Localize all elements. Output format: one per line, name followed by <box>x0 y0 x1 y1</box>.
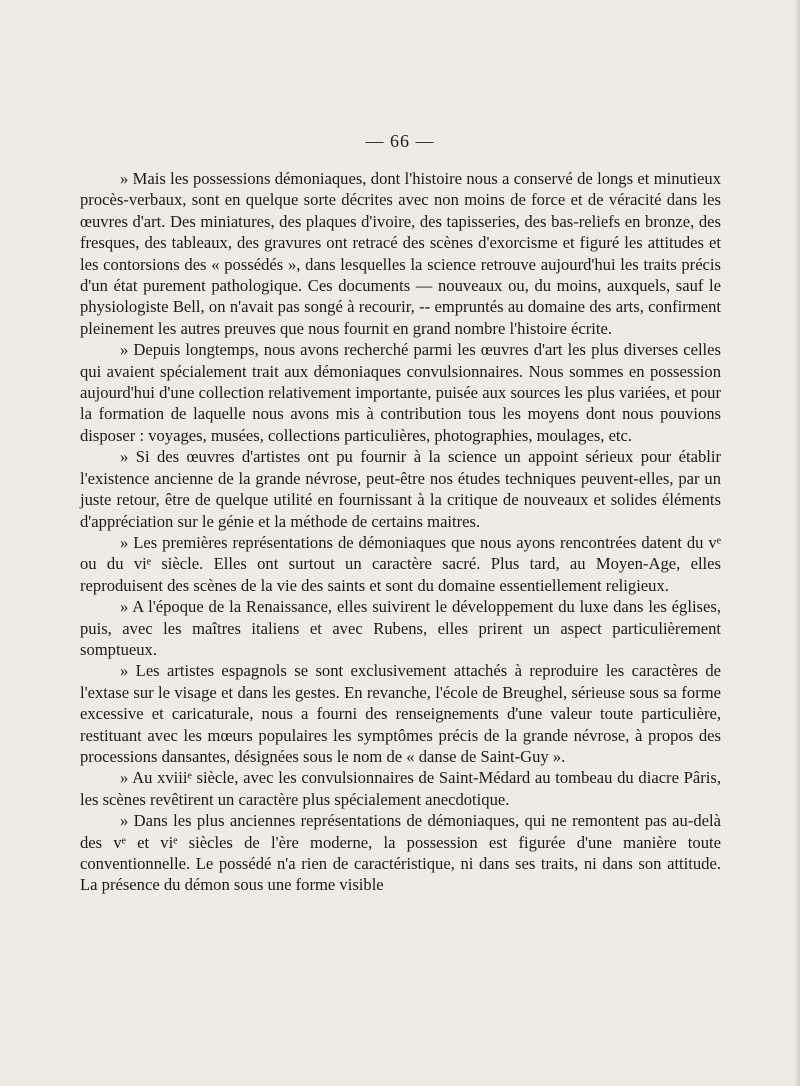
paragraph-3: » Si des œuvres d'artistes ont pu fournir à la science un appoint sérieux pour établir l'existence ancienne de la grande névrose, peut-être nos études techniques peuvent-elles, par un juste retour, être de quelque utilité en fournissant à la critique de nouveaux et solides éléments d'appréciation sur le génie et la méthode de certains maitres. <box>80 447 721 531</box>
paragraph-8: » Dans les plus anciennes représentations de démoniaques, qui ne remontent pas au-delà des vᵉ et viᵉ siècles de l'ère moderne, la possession est figurée d'une manière toute conventionnelle. Le possédé n'a rien de caractéristique, ni dans ses traits, ni dans son attitude. La présence du démon sous une forme visible <box>80 811 721 895</box>
paragraph-4: » Les premières représentations de démoniaques que nous ayons rencontrées datent du vᵉ ou du viᵉ siècle. Elles ont surtout un caractère sacré. Plus tard, au Moyen-Age, elles reproduisent des scènes de la vie des saints et sont du domaine essentiellement religieux. <box>80 532 721 595</box>
paragraph-7: » Au xviiiᵉ siècle, avec les convulsionnaires de Saint-Médard au tombeau du diacre Pâris, les scènes revêtirent un caractère plus spécialement anecdotique. <box>80 768 721 809</box>
page-number: — 66 — <box>365 131 435 151</box>
paragraph-2: » Depuis longtemps, nous avons recherché parmi les œuvres d'art les plus diverses celles qui avaient spécialement trait aux démoniaques convulsionnaires. Nous sommes en possession aujourd'hui d'une collection relativement importante, puisée aux sources les plus variées, et pour la formation de laquelle nous avons mis à contribution tous les moyens dont nous pouvions disposer : voyages, musées, collections particulières, photographies, moulages, etc. <box>80 340 721 445</box>
paragraph-5: » A l'époque de la Renaissance, elles suivirent le développement du luxe dans les églises, puis, avec les maîtres italiens et avec Rubens, elles prirent un aspect particulièrement somptueux. <box>80 597 721 659</box>
paragraph-1: » Mais les possessions démoniaques, dont l'histoire nous a conservé de longs et minutieux procès-verbaux, sont en quelque sorte décrites avec non moins de force et de véracité dans les œuvres d'art. Des miniatures, des plaques d'ivoire, des tapisseries, des bas-reliefs en bronze, des fresques, des tableaux, des gravures ont retracé des scènes d'exorcisme et figuré les attitudes et les contorsions des « possédés », dans lesquelles la science retrouve aujourd'hui les traits précis d'un état purement pathologique. Ces documents — nouveaux ou, du moins, auxquels, sauf le physiologiste Bell, on n'avait pas songé à recourir, -- empruntés au domaine des arts, confirment pleinement les autres preuves que nous fournit en grand nombre l'histoire écrite. <box>80 169 721 338</box>
page-edge-shadow <box>794 0 800 1086</box>
body-text <box>80 168 721 896</box>
paragraph-6: » Les artistes espagnols se sont exclusivement attachés à reproduire les caractères de l'extase sur le visage et dans les gestes. En revanche, l'école de Breughel, sérieuse sous sa forme excessive et caricaturale, nous a fourni des renseignements d'une valeur toute particulière, restituant avec les mœurs populaires les symptômes précis de la grande névrose, à propos des processions dansantes, désignées sous le nom de « danse de Saint-Guy ». <box>80 661 721 766</box>
